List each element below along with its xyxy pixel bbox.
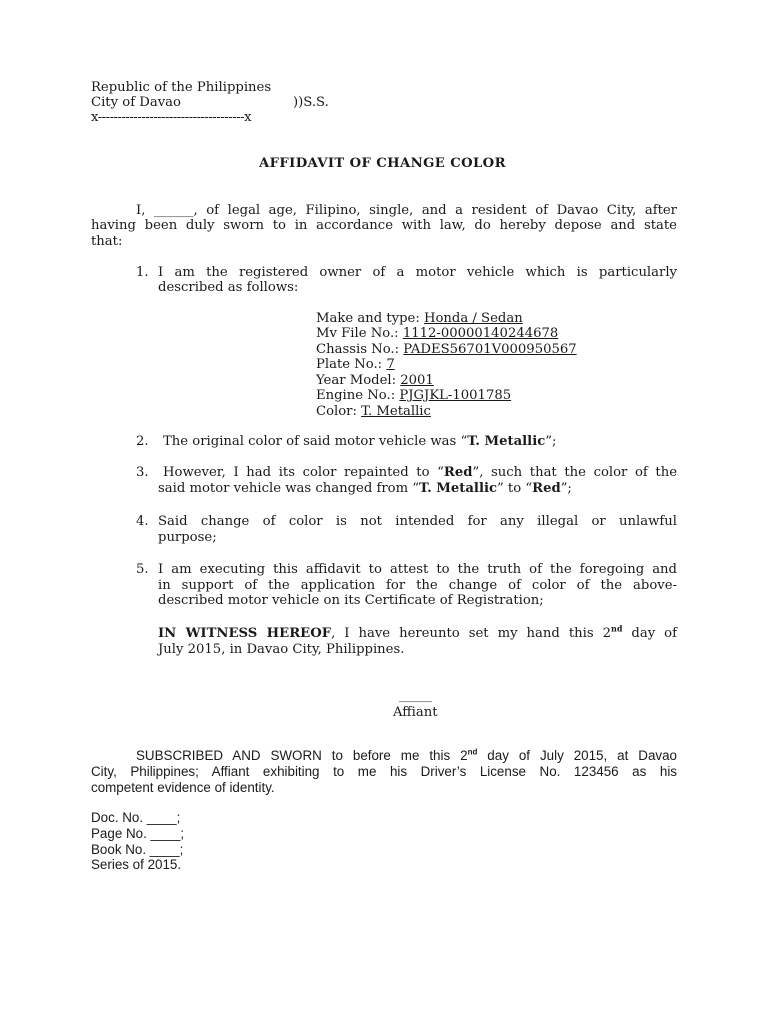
- item-1-line-1: I am the registered owner of a motor vehicle which is particularly: [158, 265, 677, 280]
- jurat-line-3: competent evidence of identity.: [91, 780, 275, 795]
- item-1-line-2: described as follows:: [158, 280, 299, 295]
- series-year: Series of 2015.: [91, 857, 182, 872]
- vehicle-engine-no: Engine No.: PJGJKL-1001785: [316, 388, 512, 403]
- item-5-line-1: I am executing this affidavit to attest to the truth of the foregoing and: [158, 562, 677, 577]
- item-5-line-2: in support of the application for the change of color of the above-: [158, 578, 677, 593]
- item-3-line-1: However, I had its color repainted to “Red”, such that the color of the: [163, 465, 678, 480]
- vehicle-plate-no: Plate No.: 7: [316, 357, 395, 372]
- vehicle-color: Color: T. Metallic: [316, 404, 431, 419]
- item-4-number: 4.: [136, 514, 149, 529]
- item-5-number: 5.: [136, 562, 149, 577]
- vehicle-mv-file-no: Mv File No.: 1112-00000140244678: [316, 326, 559, 341]
- vehicle-year-model: Year Model: 2001: [316, 373, 434, 388]
- intro-line-2: having been duly sworn to in accordance with law, do hereby depose and state: [91, 218, 677, 233]
- document-title: AFFIDAVIT OF CHANGE COLOR: [259, 156, 506, 171]
- affiant-label: Affiant: [393, 705, 438, 720]
- intro-line-1: I, ______, of legal age, Filipino, single, and a resident of Davao City, after: [136, 203, 677, 218]
- intro-line-3: that:: [91, 234, 123, 249]
- republic-line: Republic of the Philippines: [91, 80, 272, 95]
- item-4-line-2: purpose;: [158, 530, 217, 545]
- jurat-line-1: SUBSCRIBED AND SWORN to before me this 2nd day of July 2015, at Davao: [136, 747, 677, 763]
- witness-line-1: IN WITNESS HEREOF, I have hereunto set my hand this 2nd day of: [158, 623, 677, 641]
- item-3-number: 3.: [136, 465, 149, 480]
- doc-no: Doc. No. ____;: [91, 810, 181, 825]
- vehicle-make-type: Make and type: Honda / Sedan: [316, 311, 523, 326]
- venue-ss: ))S.S.: [293, 95, 329, 110]
- item-2-text: The original color of said motor vehicle was “T. Metallic”;: [163, 434, 557, 449]
- jurat-line-2: City, Philippines; Affiant exhibiting to me his Driver’s License No. 123456 as his: [91, 764, 677, 779]
- item-5-line-3: described motor vehicle on its Certificate of Registration;: [158, 593, 544, 608]
- witness-line-2: July 2015, in Davao City, Philippines.: [158, 642, 405, 657]
- name-blank: ______: [153, 203, 194, 218]
- page-no: Page No. ____;: [91, 826, 185, 841]
- vehicle-chassis-no: Chassis No.: PADES56701V000950567: [316, 342, 577, 357]
- item-1-number: 1.: [136, 265, 149, 280]
- city-line: City of Davao: [91, 95, 181, 110]
- affiant-signature-line: _____: [399, 688, 432, 703]
- item-3-line-2: said motor vehicle was changed from “T. Metallic” to “Red”;: [158, 481, 572, 496]
- item-2-number: 2.: [136, 434, 149, 449]
- header-divider: x-------------------------------------x: [91, 110, 252, 125]
- book-no: Book No. ____;: [91, 842, 184, 857]
- item-4-line-1: Said change of color is not intended for any illegal or unlawful: [158, 514, 677, 529]
